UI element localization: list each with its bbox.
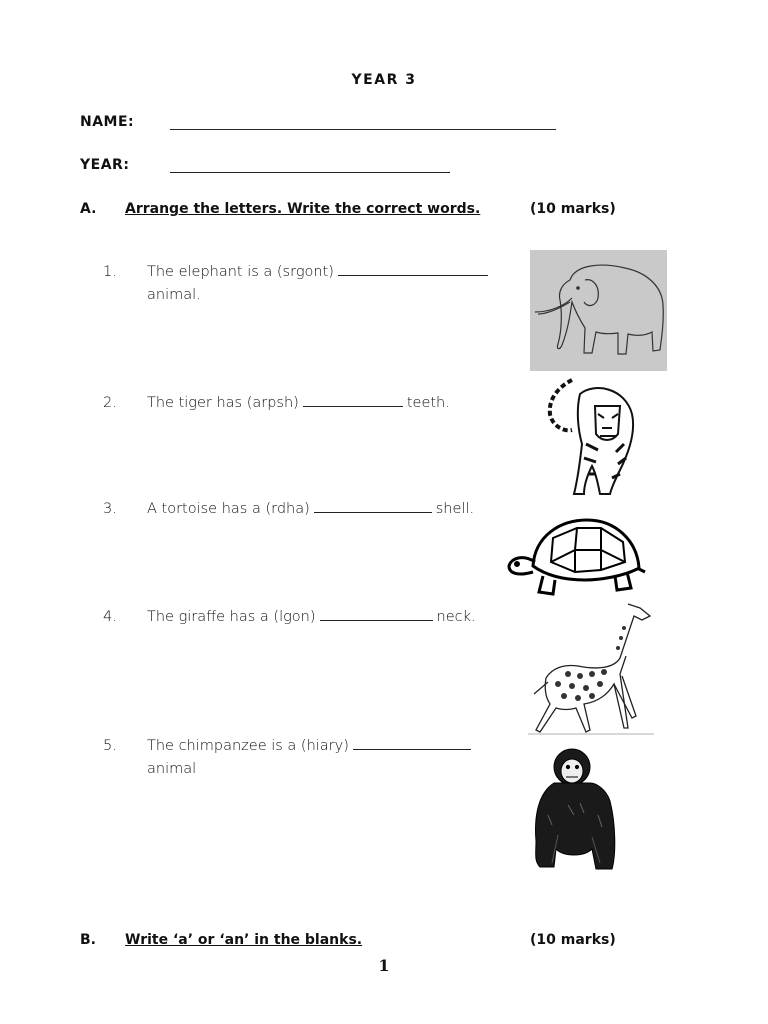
answer-blank[interactable] (320, 608, 433, 621)
answer-blank[interactable] (338, 263, 488, 276)
name-field[interactable] (170, 129, 556, 130)
section-b-marks: (10 marks) (530, 932, 616, 948)
tiger-picture (540, 374, 640, 500)
question-4-text (147, 606, 476, 629)
question-5-text (147, 735, 475, 781)
section-a-marks: (10 marks) (530, 201, 616, 217)
chimpanzee-picture (528, 745, 620, 873)
page-number: 1 (378, 956, 390, 975)
year-label: YEAR: (80, 157, 130, 173)
question-2-text (147, 392, 450, 415)
question-number: 4. (103, 609, 117, 625)
question-number: 2. (103, 395, 117, 411)
page-title: YEAR 3 (351, 72, 417, 88)
section-a-letter: A. (80, 201, 97, 217)
question-text: The chimpanzee is a (hiary) (147, 738, 349, 754)
question-text-end: teeth. (406, 395, 450, 411)
year-field[interactable] (170, 172, 450, 173)
question-text-end: neck. (436, 609, 476, 625)
answer-blank[interactable] (314, 500, 432, 513)
question-number: 1. (103, 264, 117, 280)
answer-blank[interactable] (353, 737, 471, 750)
question-text: The tiger has (arpsh) (147, 395, 299, 411)
question-text: The elephant is a (srgont) (147, 264, 334, 280)
question-text: A tortoise has a (rdha) (147, 501, 310, 517)
section-a-instruction: Arrange the letters. Write the correct words. (125, 201, 481, 217)
question-number: 5. (103, 738, 117, 754)
section-b-instruction: Write ‘a’ or ‘an’ in the blanks. (125, 932, 363, 948)
answer-blank[interactable] (303, 394, 403, 407)
giraffe-picture (528, 598, 654, 736)
tortoise-picture (505, 514, 647, 598)
question-1-text (147, 261, 492, 307)
question-text: The giraffe has a (lgon) (147, 609, 316, 625)
name-label: NAME: (80, 114, 135, 130)
question-3-text (147, 498, 474, 521)
section-b-letter: B. (80, 932, 96, 948)
elephant-picture (530, 250, 667, 371)
question-text-continued: animal. (147, 287, 201, 303)
question-number: 3. (103, 501, 117, 517)
question-text-continued: animal (147, 761, 197, 777)
question-text-end: shell. (435, 501, 475, 517)
